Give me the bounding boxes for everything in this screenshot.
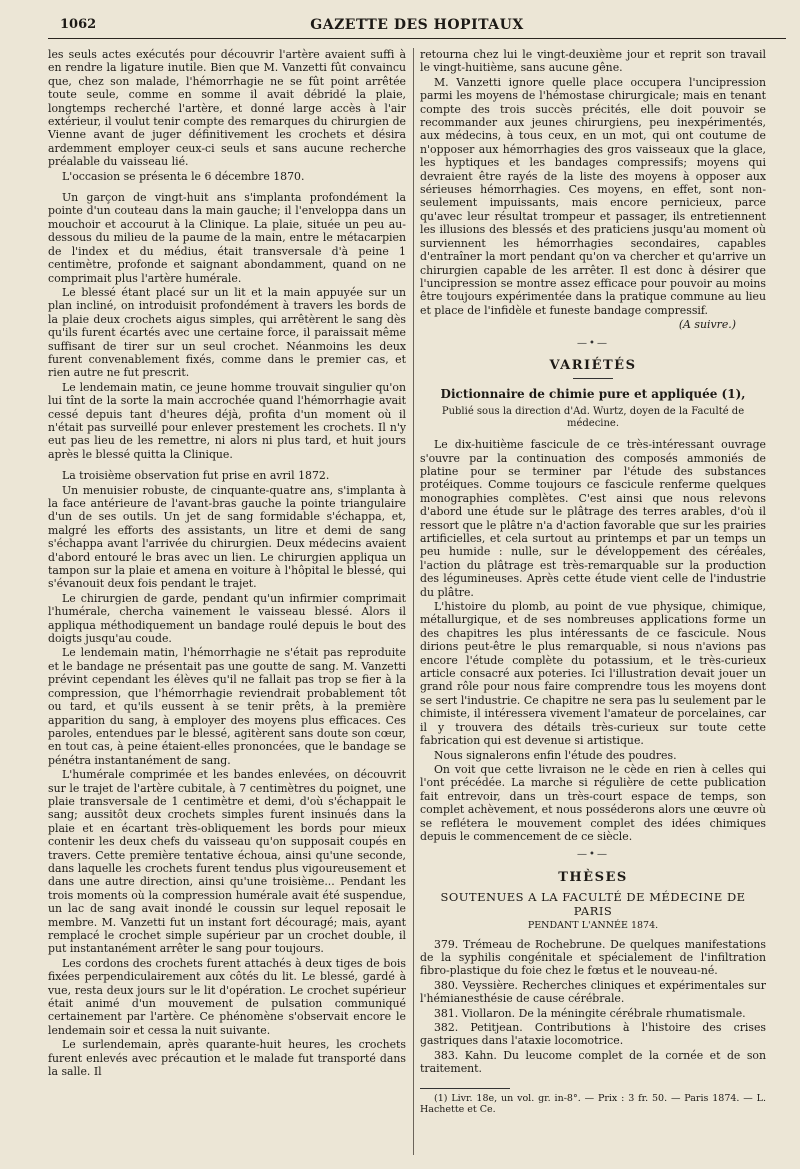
thesis-item: 381. Viollaron. De la méningite cérébrale rhumatismale. (434, 1006, 746, 1020)
paragraph: Un menuisier robuste, de cinquante-quatre ans, s'implanta à la face antérieure de l'avant-bras gauche la pointe triangulaire d'un de ses outils. Un jet de sang formidable s'échappa, et, malgré les efforts des assistants, un litre et demi de sang s'échappa avant l'arrivée du chirurgien. Deux médecins avaient d'abord entouré le bras avec un lien. Le chirurgien appliqua un tampon sur la plaie et amena en voiture à l'hôpital le blessé, qui s'évanouit deux fois pendant le trajet. (48, 483, 406, 591)
paragraph: les seuls actes exécutés pour découvrir l'artère avaient suffi à en rendre la ligature inutile. Bien que M. Vanzetti fût convaincu que, chez son malade, l'hémorrhagie ne se fût point arrêtée toute seule, comme en somme il avait débridé la plaie, longtemps recherché l'artère, et donné large accès à l'air extérieur, il voulut tenir compte des remarques du chirurgien de Vienne avant de juger définitivement les crochets et désira ardemment employer ceux-ci seuls et sans aucune recherche préalable du vaisseau lié. (48, 48, 406, 169)
thesis-item: 382. Petitjean. Contributions à l'histoire des crises gastriques dans l'ataxie locomotrice. (420, 1021, 766, 1048)
thesis-item: 380. Veyssière. Recherches cliniques et expérimentales sur l'hémianesthésie de cause cérébrale. (420, 978, 766, 1006)
paragraph: Le lendemain matin, ce jeune homme trouvait singulier qu'on lui tînt de la sorte la main accrochée quand l'hémorrhagie avait cessé depuis tant d'heures déjà, profita d'un moment où il n'était pas surveillé pour enlever prestement les crochets. Il n'y eut pas lieu de les remettre, ni alors ni plus tard, et huit jours après le blessé quitta la Clinique. (48, 380, 406, 461)
right-column (420, 48, 766, 1155)
footnote-rule (420, 1088, 510, 1089)
paragraph: retourna chez lui le vingt-deuxième jour et reprit son travail le vingt-huitième, sans aucune gêne. (420, 48, 766, 75)
thesis-item: 379. Trémeau de Rochebrune. De quelques manifestations de la syphilis congénitale et spécialement de l'infiltration fibro-plastique du foie chez le fœtus et le nouveau-né. (420, 937, 766, 978)
paragraph: Le chirurgien de garde, pendant qu'un infirmier comprimait l'humérale, chercha vainement le vaisseau blessé. Alors il appliqua méthodiquement un bandage roulé depuis le bout des doigts jusqu'au coude. (48, 591, 406, 646)
separator: —•— (577, 849, 609, 861)
article-title: Dictionnaire de chimie pure et appliquée (1), (440, 386, 746, 401)
paragraph: Les cordons des crochets furent attachés à deux tiges de bois fixées perpendiculairement aux côtés du lit. Le blessé, gardé à vue, resta deux jours sur le lit d'opération. Le crochet supérieur était animé d'un mouvement de pulsation communiqué certainement par l'artère. Ce phénomène s'observait encore le lendemain soir et cessa la nuit suivante. (48, 956, 406, 1037)
running-title: GAZETTE DES HOPITAUX (310, 17, 524, 33)
paragraph: L'humérale comprimée et les bandes enlevées, on découvrit sur le trajet de l'artère cubitale, à 7 centimètres du poignet, une plaie transversale de 1 centimètre et demi, d'où s'échappait le sang; aussitôt deux crochets simples furent insinués dans la plaie et en écartant très-obliquement les bords pour mieux contenir les deux chefs du vaisseau qu'on supposait coupés en travers. Cette première tentative échoua, ainsi qu'une seconde, dans laquelle les crochets furent tendus plus vigoureusement et dans une autre direction, ainsi qu'une troisième... Pendant les trois moments où la compression humérale avait été suspendue, un lac de sang avait inondé le coussin sur lequel reposait le membre. M. Vanzetti fut un instant fort découragé; mais, ayant remplacé le crochet simple supérieur par un crochet double, il put instantanément arrêter le sang pour toujours. (48, 768, 406, 956)
left-column (48, 48, 406, 1155)
title-rule (573, 378, 613, 379)
separator: —•— (577, 337, 609, 349)
theses-subtitle: SOUTENUES A LA FACULTÉ DE MÉDECINE DE PARIS (440, 889, 746, 918)
theses-title: THÈSES (558, 869, 628, 885)
page-number: 1062 (60, 17, 97, 32)
paragraph: Un garçon de vingt-huit ans s'implanta profondément la pointe d'un couteau dans la main gauche; il l'enveloppa dans un mouchoir et accourut à la Clinique. La plaie, située un peu au-dessous du milieu de la paume de la main, entre le métacarpien de l'index et du médius, était transversale d'à peine 1 centimètre, profonde et saignant abondamment, quand on ne comprimait plus l'artère humérale. (48, 191, 406, 285)
paragraph: M. Vanzetti ignore quelle place occupera l'uncipression parmi les moyens de l'hémostase chirurgicale; mais en tenant compte des trois succès précités, elle doit pouvoir se recommander aux jeunes chirurgiens, peu inexpérimentés, aux médecins, à tous ceux, en un mot, qui ont coutume de n'opposer aux hémorrhagies des gros vaisseaux que la glace, les hyptiques et les bandages compressifs; moyens qui devraient être rayés de la liste des moyens à opposer aux sérieuses hémorrhagies. Ces moyens, en effet, sont non-seulement impuissants, mais encore pernicieux, parce qu'avec leur résultat trompeur et passager, ils entretiennent les illusions des blessés et des praticiens jusqu'au moment où surviennent les hémorrhagies secondaires, capables d'entraîner la mort pendant qu'on va chercher et qu'arrive un chirurgien capable de les arrêter. Il est donc à désirer que l'uncipression se montre assez efficace pour pouvoir au moins être toujours expérimentée dans la pratique commune au lieu et place de l'infidèle et funeste bandage compressif. (420, 75, 766, 317)
publication-info: Publié sous la direction d'Ad. Wurtz, doyen de la Faculté de médecine. (441, 405, 745, 429)
paragraph: On voit que cette livraison ne le cède en rien à celles qui l'ont précédée. La marche si régulière de cette publication fait entrevoir, dans un très-court espace de temps, son complet achèvement, et nous posséderons alors une œuvre où se reflétera le mouvement complet des idées chimiques depuis le commencement de ce siècle. (420, 762, 766, 843)
theses-year: PENDANT L'ANNÉE 1874. (527, 919, 659, 931)
paragraph: La troisième observation fut prise en avril 1872. (62, 469, 330, 483)
to-be-continued: (A suivre.) (678, 318, 736, 332)
varietes-title: VARIÉTÉS (549, 357, 637, 373)
thesis-item: 383. Kahn. Du leucome complet de la cornée et de son traitement. (420, 1048, 766, 1076)
paragraph: Le dix-huitième fascicule de ce très-intéressant ouvrage s'ouvre par la continuation des composés ammoniés de platine pour se terminer par l'étude des substances protéiques. Comme toujours ce fascicule renferme quelques monographies complètes. C'est ainsi que nous relevons d'abord une étude sur le plâtrage des terres arables, d'où il ressort que le plâtre n'a d'action favorable que sur les prairies artificielles, et cela surtout au printemps et par un temps un peu humide : nulle, sur le développement des céréales, l'action du plâtrage est très-remarquable sur la production des légumineuses. Après cette étude vient celle de l'industrie du plâtre. (420, 438, 766, 599)
paragraph: L'occasion se présenta le 6 décembre 1870. (62, 169, 305, 183)
paragraph: L'histoire du plomb, au point de vue physique, chimique, métallurgique, et de ses nombreuses applications forme un des chapitres les plus intéressants de ce fascicule. Nous dirions peut-être le plus remarquable, si nous n'avions pas encore l'étude complète du potassium, et le très-curieux article consacré aux poteries. Ici l'illustration devait jouer un grand rôle pour nous faire comprendre tous les moyens dont se sert l'industrie. Ce chapitre ne sera pas lu seulement par le chimiste, il intéressera vivement l'amateur de porcelaines, car il y trouvera des détails très-curieux sur toute cette fabrication qui est devenue si artistique. (420, 600, 766, 748)
paragraph: Nous signalerons enfin l'étude des poudres. (434, 748, 677, 762)
paragraph: Le lendemain matin, l'hémorrhagie ne s'était pas reproduite et le bandage ne présentait pas une goutte de sang. M. Vanzetti prévint cependant les élèves qu'il ne fallait pas trop se fier à la compression, que l'hémorrhagie reviendrait probablement tôt ou tard, et qu'ils eussent à se tenir prêts, à la première apparition du sang, à employer des moyens plus efficaces. Ces paroles, entendues par le blessé, agitèrent sans doute son cœur, en tout cas, à peine étaient-elles prononcées, que le bandage se pénétra instantanément de sang. (48, 646, 406, 767)
column-divider (413, 48, 414, 1155)
paragraph: Le surlendemain, après quarante-huit heures, les crochets furent enlevés avec précaution et le malade fut transporté dans la salle. Il (48, 1038, 406, 1079)
paragraph: Le blessé étant placé sur un lit et la main appuyée sur un plan incliné, on introduisit profondément à travers les bords de la plaie deux crochets aigus simples, qui arrêtèrent le sang dès qu'ils furent écartés avec une certaine force, il paraissait même suffisant de tirer sur un seul crochet. Néanmoins les deux furent convenablement fixés, comme dans le premier cas, et rien autre ne fut prescrit. (48, 285, 406, 380)
page-header (48, 14, 786, 39)
footnote: (1) Livr. 18e, un vol. gr. in-8°. — Prix : 3 fr. 50. — Paris 1874. — L. Hachette et Ce. (420, 1092, 766, 1116)
